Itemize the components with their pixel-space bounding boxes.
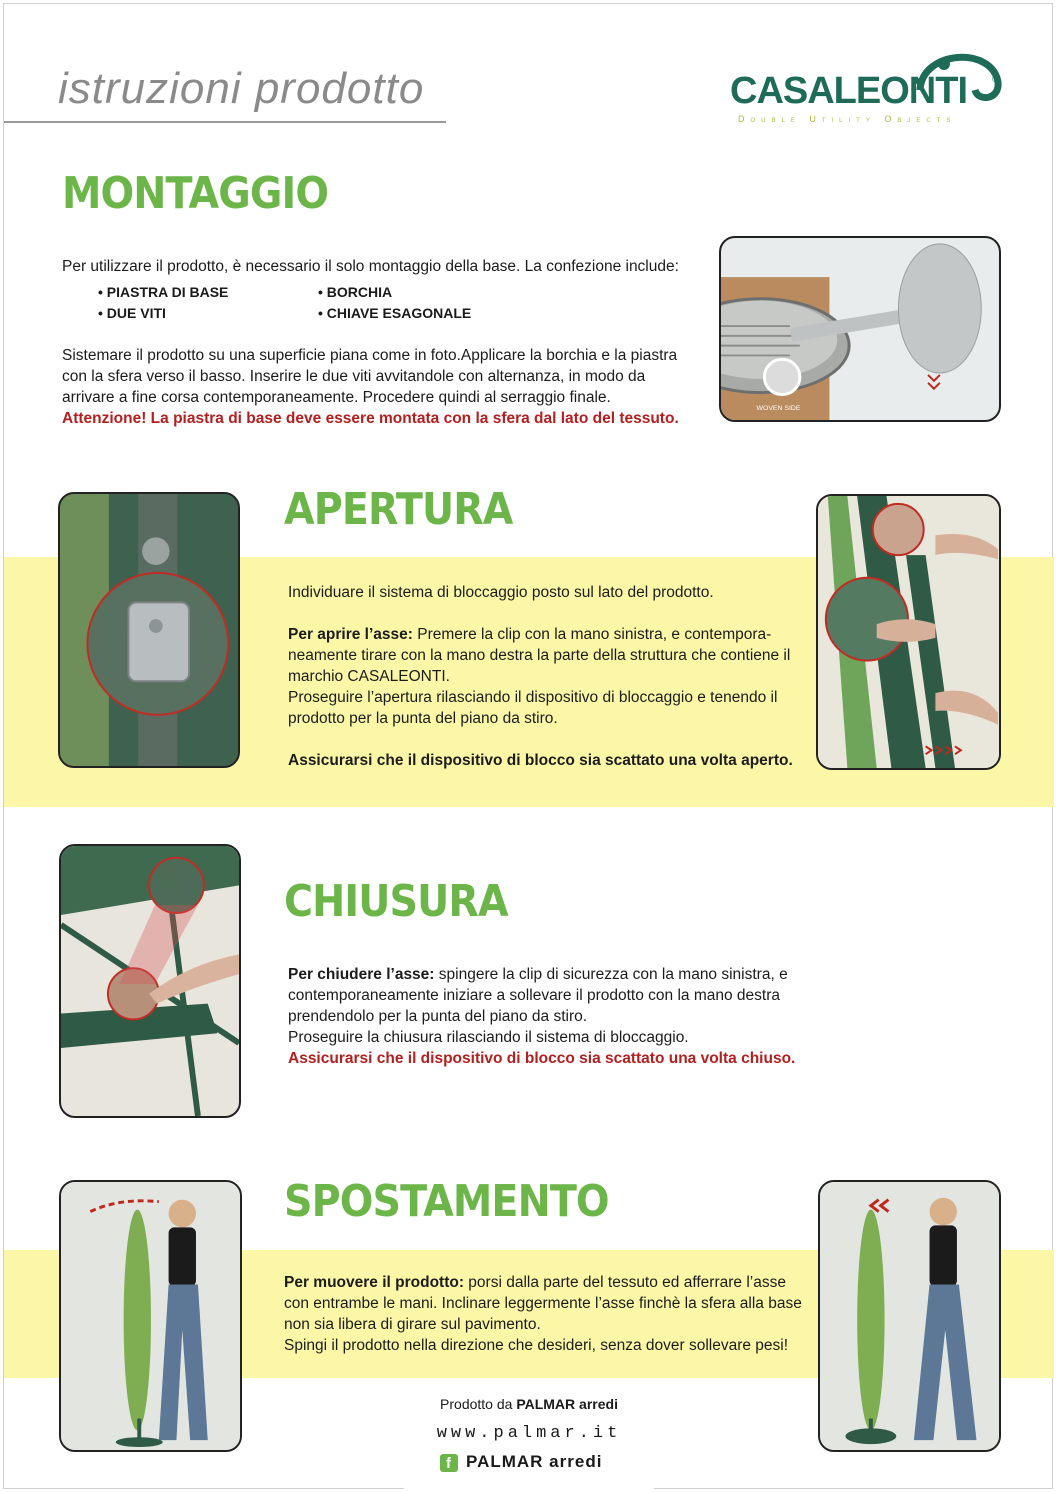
- title-underline: [4, 121, 446, 123]
- section-title-chiusura: CHIUSURA: [284, 876, 508, 927]
- apertura-p1: Individuare il sistema di bloccaggio posto sul lato del prodotto.: [288, 584, 714, 601]
- facebook-icon: f: [440, 1454, 458, 1472]
- spostamento-text: [284, 1272, 804, 1356]
- apertura-p2-body: Premere la clip con la mano sinistra, e contempora-neamente tirare con la mano destra la parte della struttura che contiene il marchio CASALEONTI.: [288, 626, 791, 685]
- facebook-label: PALMAR arredi: [466, 1452, 603, 1471]
- spostamento-p1: [284, 1272, 804, 1335]
- apertura-p2: [288, 624, 794, 687]
- apertura-p4: Assicurarsi che il dispositivo di blocco sia scattato una volta aperto.: [288, 752, 793, 769]
- montaggio-instructions: [62, 345, 702, 429]
- registered-mark: ®: [992, 74, 999, 84]
- apertura-p3: Proseguire l’apertura rilasciando il dispositivo di bloccaggio e tenendo il prodotto per la punta del piano da stiro.: [288, 689, 778, 727]
- document-title: istruzioni prodotto: [58, 64, 425, 113]
- woven-side-label: WOVEN SIDE: [756, 405, 801, 413]
- footer-credits: [404, 1378, 654, 1492]
- spostamento-p2: Spingi il prodotto nella direzione che desideri, senza dover sollevare pesi!: [284, 1337, 789, 1354]
- bullet-item: • PIASTRA DI BASE: [98, 284, 229, 300]
- made-by-line: [404, 1396, 654, 1412]
- spostamento-p1-body: porsi dalla parte del tessuto ed afferrare l’asse con entrambe le mani. Inclinare leggermente l’asse finchè la sfera alla base non sia libera di girare sul pavimento.: [284, 1274, 802, 1333]
- montaggio-instructions-text: Sistemare il prodotto su una superficie piana come in foto.Applicare la borchia e la piastra con la sfera verso il basso. Inserire le due viti avvitandole con alternanza, in modo da arrivare a fine corsa contemporaneamente. Procedere quindi al serraggio finale.: [62, 347, 678, 406]
- brand-name: CASALEONTI: [730, 70, 967, 112]
- bullet-list-col2: [318, 282, 471, 324]
- bullet-item: • CHIAVE ESAGONALE: [318, 305, 472, 321]
- made-by-prefix: Prodotto da: [440, 1396, 517, 1412]
- brand-tagline: Double Utility Objects: [738, 114, 957, 124]
- spostamento-p1-lead: Per muovere il prodotto:: [284, 1274, 464, 1291]
- montaggio-intro: Per utilizzare il prodotto, è necessario il solo montaggio della base. La confezione include:: [62, 258, 679, 275]
- apertura-p2-lead: Per aprire l’asse:: [288, 626, 413, 643]
- bullet-item: • BORCHIA: [318, 284, 393, 300]
- chiusura-text: [288, 964, 808, 1069]
- photo-closing-board: [59, 844, 241, 1118]
- photo-opening-board: [816, 494, 1001, 770]
- chiusura-p1: [288, 964, 808, 1027]
- bullet-list-col1: [98, 282, 228, 324]
- facebook-link[interactable]: [440, 1452, 602, 1472]
- chiusura-p1-body: spingere la clip di sicurezza con la mano sinistra, e contemporaneamente iniziare a sollevare il prodotto con la mano destra prendendolo per la punta del piano da stiro.: [288, 966, 788, 1025]
- photo-base-assembly: [719, 236, 1001, 422]
- photo-moving-right: [818, 1180, 1001, 1452]
- bullet-item: • DUE VITI: [98, 305, 166, 321]
- chiusura-warning: Assicurarsi che il dispositivo di blocco sia scattato una volta chiuso.: [288, 1050, 796, 1067]
- made-by-brand: PALMAR arredi: [516, 1396, 618, 1412]
- section-title-apertura: APERTURA: [284, 484, 513, 535]
- chiusura-p2: Proseguire la chiusura rilasciando il sistema di bloccaggio.: [288, 1029, 689, 1046]
- photo-moving-left: [59, 1180, 242, 1452]
- section-title-montaggio: MONTAGGIO: [62, 168, 329, 219]
- chiusura-p1-lead: Per chiudere l’asse:: [288, 966, 435, 983]
- website-link[interactable]: www.palmar.it: [436, 1424, 622, 1443]
- section-title-spostamento: SPOSTAMENTO: [284, 1176, 609, 1227]
- apertura-text: [288, 582, 794, 771]
- brand-logo: [730, 40, 1010, 130]
- photo-lock-clip: [58, 492, 240, 768]
- montaggio-warning: Attenzione! La piastra di base deve essere montata con la sfera dal lato del tessuto.: [62, 410, 679, 427]
